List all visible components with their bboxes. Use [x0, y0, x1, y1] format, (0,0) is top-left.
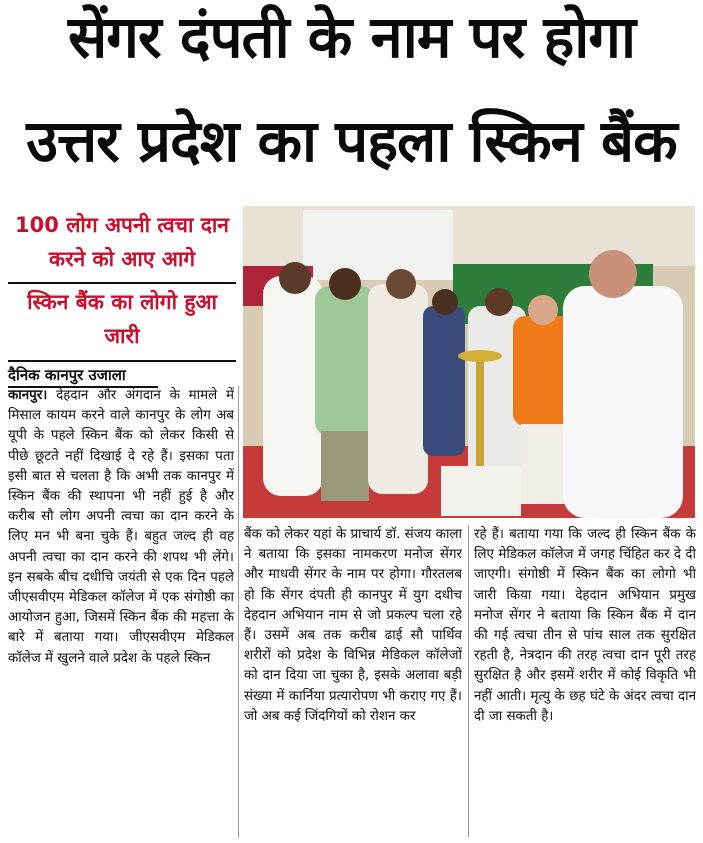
column-divider: [468, 525, 469, 837]
event-photo: [243, 206, 695, 518]
subheading-second: स्किन बैंक का लोगो हुआ जारी: [27, 290, 217, 348]
subheading-first: 100 लोग अपनी त्वचा दान करने को आए आगे: [15, 213, 229, 271]
article-column-1: [8, 386, 234, 838]
subheading-divider-bottom: [8, 360, 236, 362]
column-divider: [238, 386, 239, 838]
subheading-divider: [8, 282, 236, 284]
lamp-lighting-photo-illustration: [243, 206, 695, 518]
byline: दैनिक कानपुर उजाला: [8, 364, 158, 388]
headline-line-2: उत्तर प्रदेश का पहला स्किन बैंक: [26, 107, 677, 175]
article-column-3: रहे हैं। बताया गया कि जल्द ही स्किन बैंक के लिए मेडिकल कॉलेज में जगह चिंहित कर दे दी जाएगी। संगोष्ठी में स्किन बैंक का लोगो भी जारी किया गया। देहदान अभियान प्रमुख मनोज सेंगर ने बताया कि स्किन बैंक में दान की गई त्वचा तीन से पांच साल तक सुरक्षित रहती है, नेत्रदान की तरह त्वचा दान पूरी तरह सुरक्षित है और इसमें शरीर में कोई विकृति भी नहीं आती। मृत्यु के छह घंटे के अंदर त्वचा दान दी जा सकती है।: [474, 527, 696, 724]
article-column-1-text: देहदान और अंगदान के मामले में मिसाल कायम करने वाले कानपुर के लोग अब यूपी के पहले स्किन बैंक को लेकर किसी से पीछे छूटते नहीं दिखाई दे रहे हैं। इसका पता इसी बात से चलता है कि अभी तक कानपुर में स्किन बैंक की स्थापना भी नहीं हुई है और करीब सौ लोग अपनी त्वचा का दान करने के लिए मन भी बना चुके हैं। बहुत जल्द ही वह अपनी त्वचा का दान करने की शपथ भी लेंगे। इन सबके बीच दधीचि जयंती से एक दिन पहले जीएसवीएम मेडिकल कॉलेज में एक संगोष्ठी का आयोजन हुआ, जिसमें स्किन बैंक की महत्ता के बारे में बताया गया। जीएसवीएम मेडिकल कॉलेज में खुलने वाले प्रदेश के पहले स्किन: [8, 388, 234, 666]
dateline: कानपुर।: [8, 388, 48, 403]
headline-line-1: सेंगर दंपती के नाम पर होगा: [68, 3, 635, 71]
article-column-2: बैंक को लेकर यहां के प्राचार्य डॉ. संजय काला ने बताया कि इसका नामकरण मनोज सेंगर और माधवी सेंगर के नाम पर होगा। गौरतलब हो कि सेंगर दंपती ही कानपुर में युग दधीच देहदान अभियान नाम से जो प्रकल्प चला रहे हैं। उसमें अब तक करीब ढाई सौ पार्थिव शरीरों को प्रदेश के विभिन्न मेडिकल कॉलेजों को दान दिया जा चुका है, इसके अलावा बड़ी संख्या में कार्निया प्रत्यारोपण भी कराए गए हैं। जो अब कई जिंदगियों को रोशन कर: [244, 527, 462, 724]
